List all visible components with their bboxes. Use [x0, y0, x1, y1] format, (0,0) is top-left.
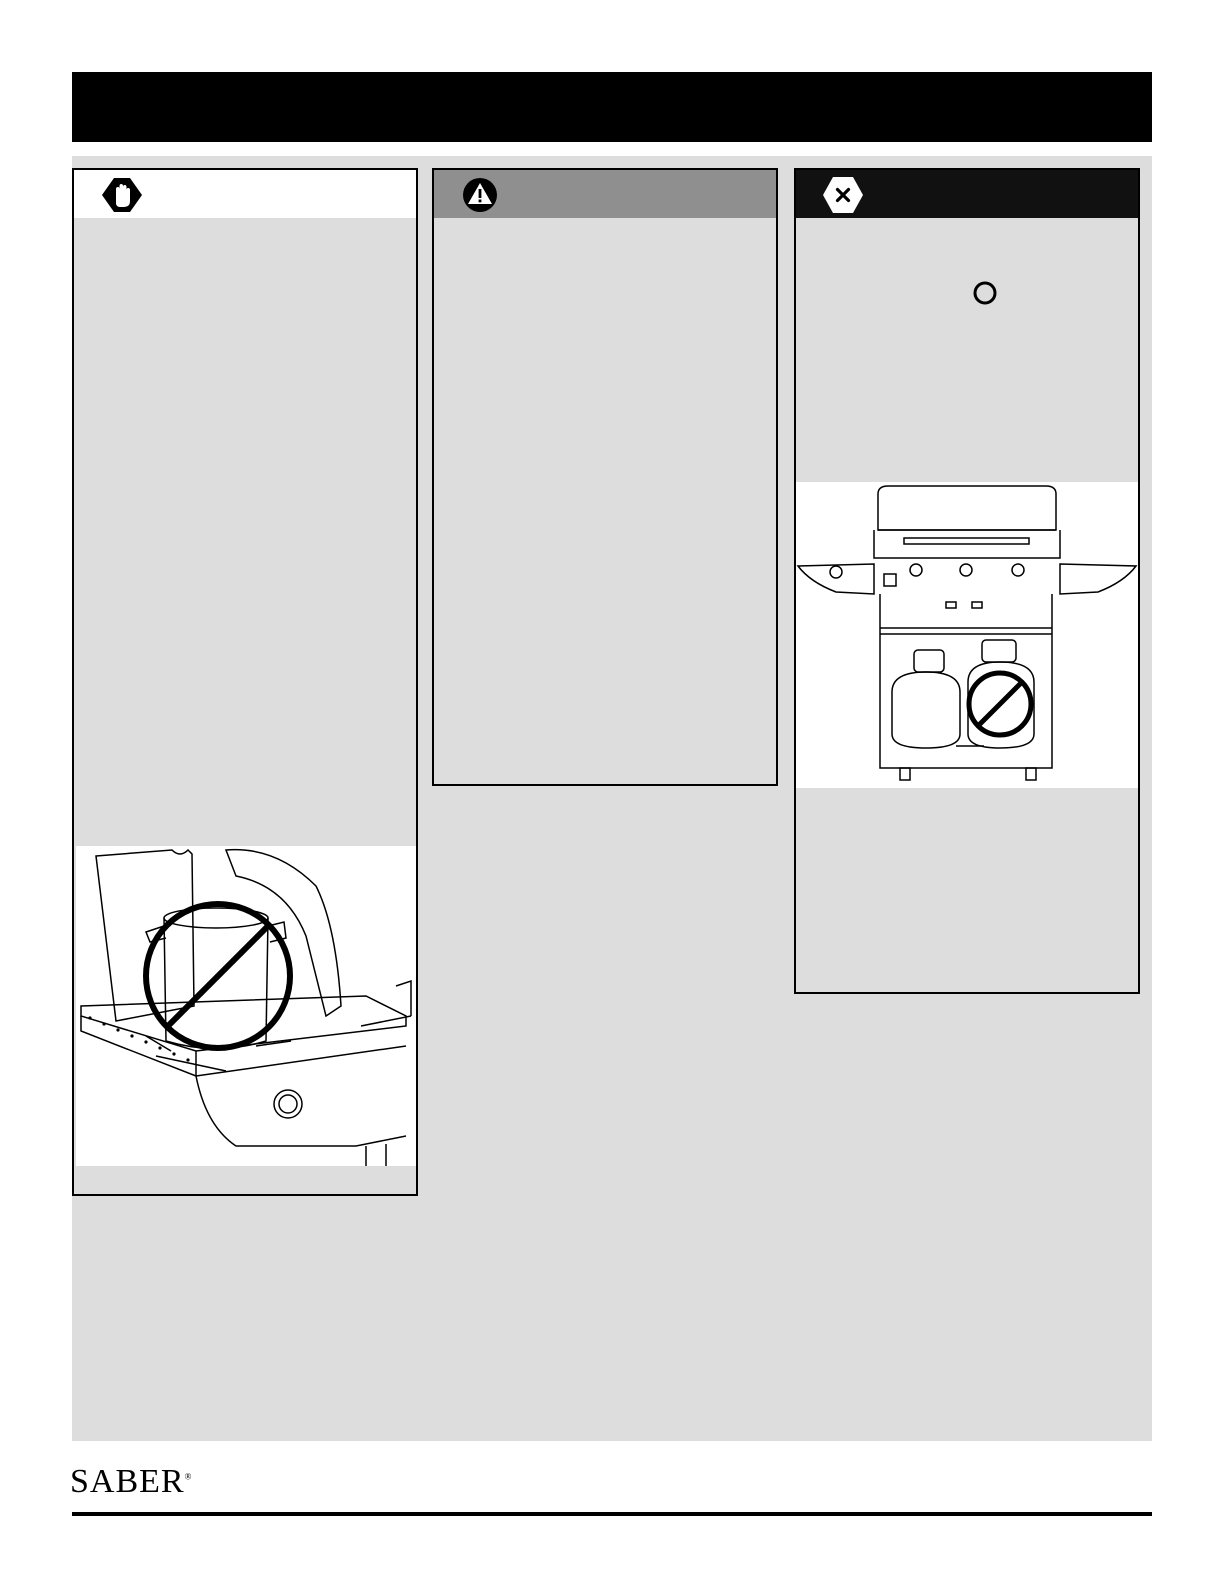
danger-box: [794, 168, 1140, 994]
hand-stop-icon: [100, 176, 144, 214]
warning-header: [434, 170, 776, 218]
circle-mark-icon: [972, 280, 998, 306]
caution-box: [72, 168, 418, 1196]
exclamation-triangle-icon: [460, 176, 500, 214]
caution-header: [74, 170, 416, 218]
grill-propane-tank-illustration: [796, 482, 1138, 788]
side-burner-pot-illustration: [76, 846, 416, 1166]
footer-rule: [72, 1512, 1152, 1516]
danger-header: [796, 170, 1138, 218]
top-banner: [72, 72, 1152, 142]
warning-box: [432, 168, 778, 786]
saber-logo: SABER®: [70, 1463, 193, 1500]
x-hexagon-icon: [822, 175, 864, 215]
